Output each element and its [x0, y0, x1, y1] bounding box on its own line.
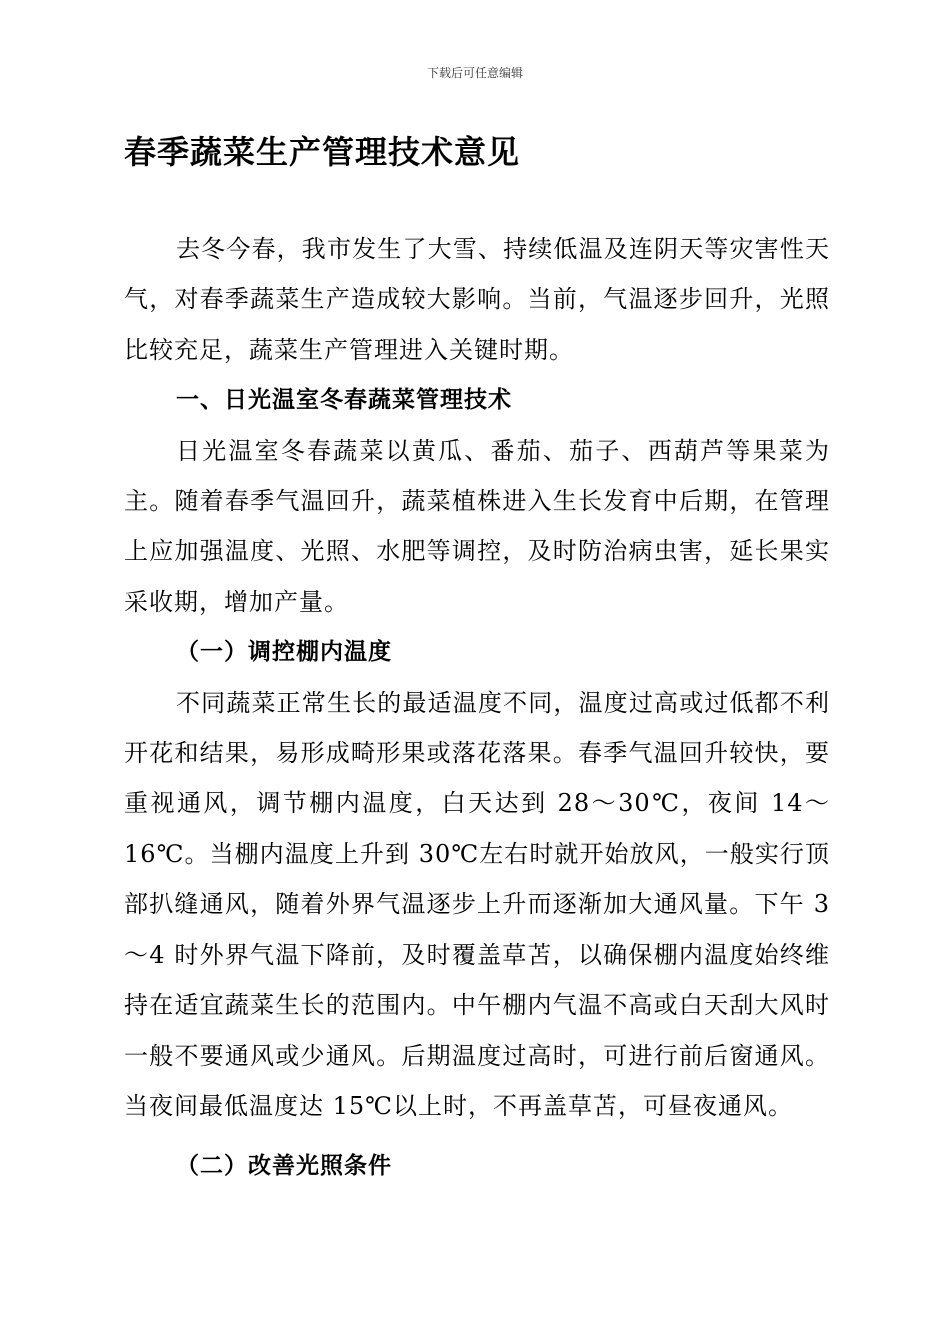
- subsection-heading-2: （二）改善光照条件: [176, 1153, 392, 1180]
- section-paragraph-1: 日光温室冬春蔬菜以黄瓜、番茄、茄子、西葫芦等果菜为主。随着春季气温回升，蔬菜植株进入生长发育中后期，在管理上应加强温度、光照、水肥等调控，及时防治病虫害，延长果实采收期，增加产量。: [124, 436, 830, 616]
- subsection-paragraph-1: 不同蔬菜正常生长的最适温度不同，温度过高或过低都不利开花和结果，易形成畸形果或落花落果。春季气温回升较快，要重视通风，调节棚内温度，白天达到 28～30℃，夜间 14～16℃。当棚内温度上升到 30℃左右时就开始放风，一般实行顶部扒缝通风，随着外界气温逐步上升而逐渐加大通风量。下午 3～4 时外界气温下降前，及时覆盖草苫，以确保棚内温度始终维持在适宜蔬菜生长的范围内。中午棚内气温不高或白天刮大风时一般不要通风或少通风。后期温度过高时，可进行前后窗通风。当夜间最低温度达 15℃以上时，不再盖草苫，可昼夜通风。: [124, 688, 830, 1120]
- header-note: 下载后可任意编辑: [426, 66, 523, 80]
- paragraph-spacer: [124, 1131, 830, 1141]
- document-body: [124, 224, 830, 1192]
- document-title: 春季蔬菜生产管理技术意见: [124, 133, 521, 171]
- subsection-heading-1: （一）调控棚内温度: [176, 639, 392, 666]
- intro-paragraph: 去冬今春，我市发生了大雪、持续低温及连阴天等灾害性天气，对春季蔬菜生产造成较大影响。当前，气温逐步回升，光照比较充足，蔬菜生产管理进入关键时期。: [124, 235, 830, 364]
- section-heading-1: 一、日光温室冬春蔬菜管理技术: [176, 387, 512, 414]
